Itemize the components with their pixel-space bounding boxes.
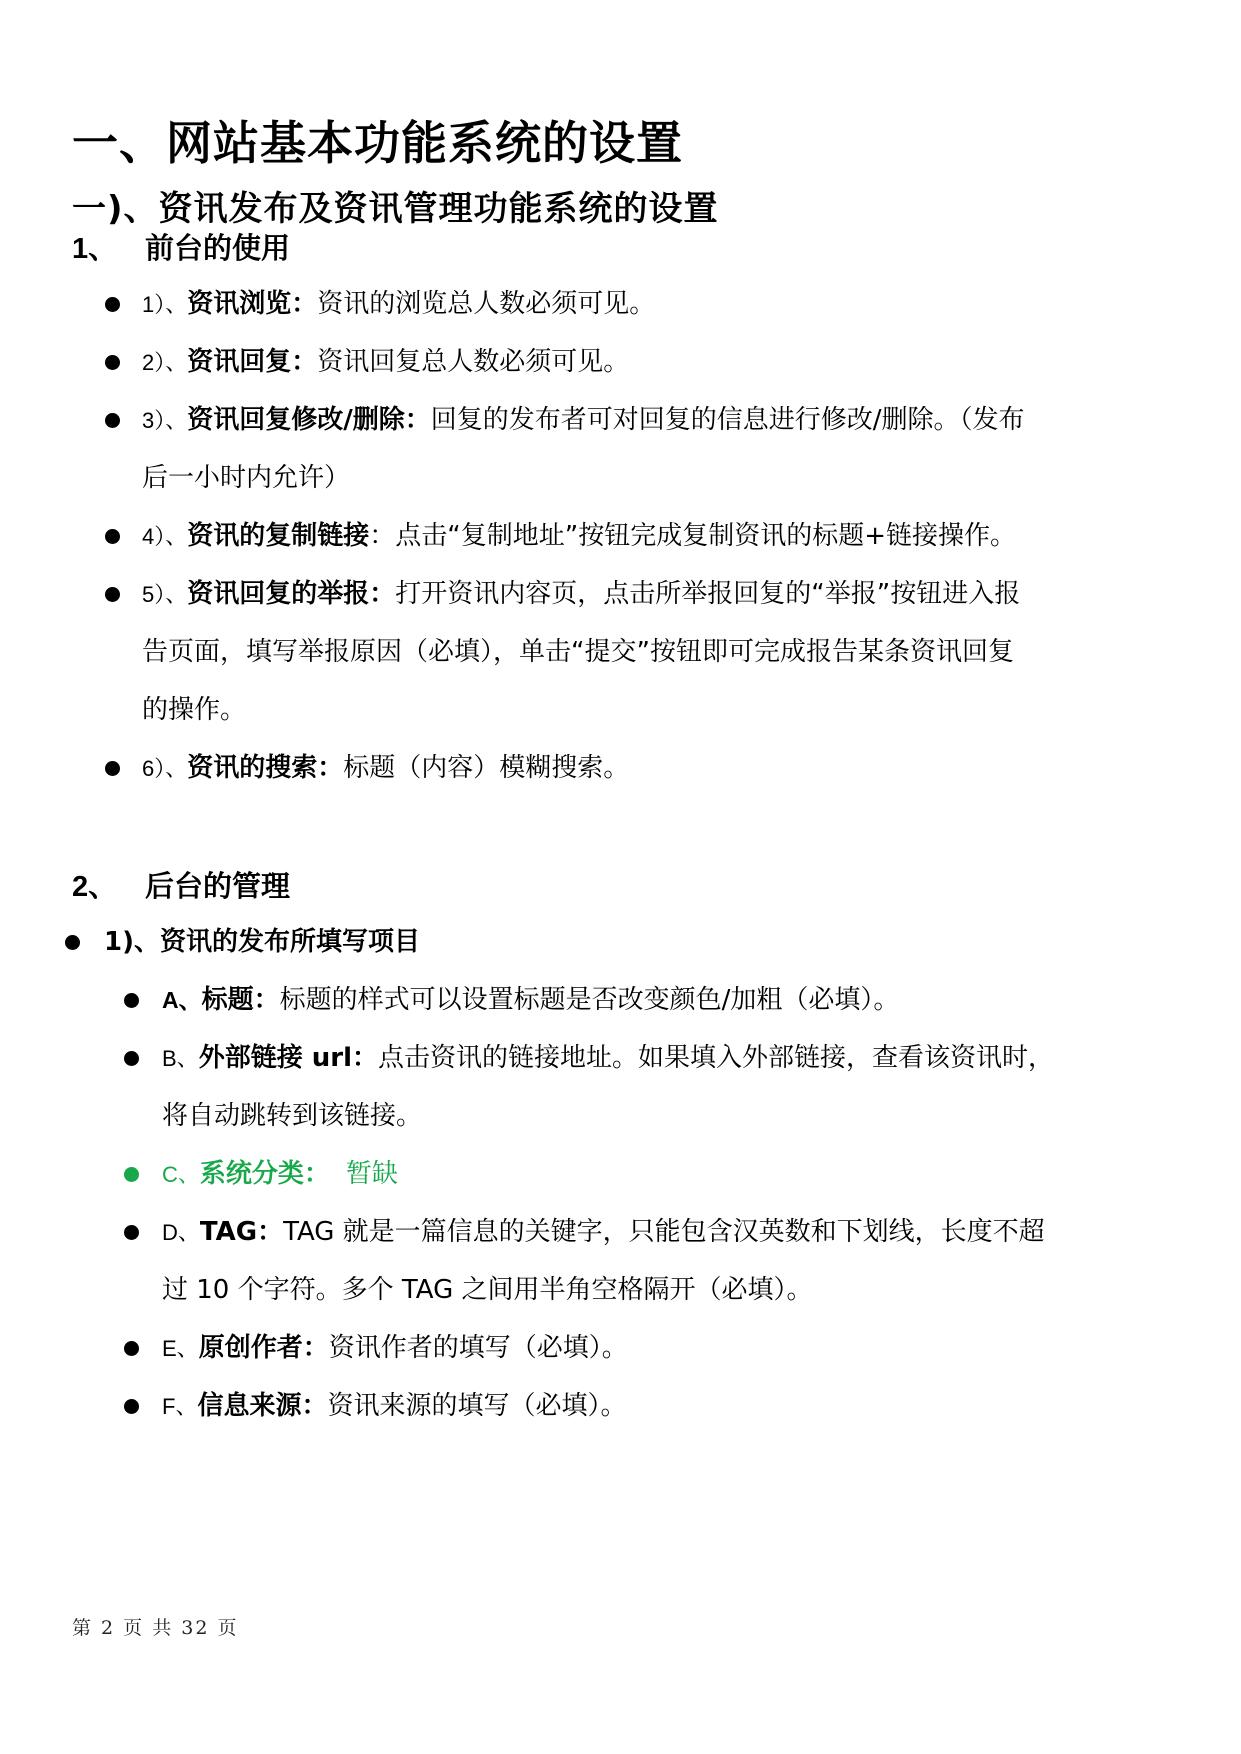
section-heading-backend (72, 866, 290, 907)
item-label: 资讯回复的举报： (187, 579, 396, 609)
bullet-icon (105, 355, 120, 370)
bullet-icon (105, 761, 120, 776)
subheading-publish-fields: 1)、资讯的发布所填写项目 (104, 927, 420, 957)
item-number: 4）、 (142, 524, 188, 549)
item-number: 1）、 (142, 292, 188, 317)
main-heading: 一、网站基本功能系统的设置 (72, 116, 683, 170)
bullet-icon (124, 993, 139, 1008)
item-label: TAG： (199, 1217, 284, 1247)
item-text-continued: 将自动跳转到该链接。 (162, 1101, 423, 1131)
item-text: 资讯来源的填写（必填）。 (327, 1391, 627, 1421)
item-text: 标题的样式可以设置标题是否改变颜色/加粗（必填）。 (279, 985, 900, 1015)
bullet-icon (105, 529, 120, 544)
item-label: 系统分类： (199, 1159, 330, 1189)
item-letter: C、 (162, 1162, 200, 1187)
section-number: 1、 (72, 233, 118, 265)
item-text-continued: 后一小时内允许） (142, 463, 351, 493)
section-title: 后台的管理 (145, 869, 291, 903)
item-label: 原创作者： (198, 1333, 329, 1363)
sub-heading: 一)、资讯发布及资讯管理功能系统的设置 (72, 189, 719, 229)
item-letter: F、 (162, 1394, 198, 1419)
item-number: 2）、 (142, 350, 188, 375)
item-letter: D、 (162, 1220, 200, 1245)
item-text: 资讯回复总人数必须可见。 (317, 347, 630, 377)
item-text: 资讯的浏览总人数必须可见。 (317, 289, 656, 319)
item-label: 资讯回复修改/删除： (187, 405, 431, 435)
item-letter: E、 (162, 1336, 199, 1361)
item-number: 3）、 (142, 408, 188, 433)
item-label: 标题： (201, 985, 280, 1015)
item-text: 回复的发布者可对回复的信息进行修改/删除。（发布 (430, 405, 1025, 435)
item-number: 5）、 (142, 582, 188, 607)
item-text: 资讯作者的填写（必填）。 (328, 1333, 628, 1363)
item-text: 标题（内容）模糊搜索。 (343, 753, 630, 783)
item-label: 信息来源： (197, 1391, 328, 1421)
item-text: 点击资讯的链接地址。如果填入外部链接，查看该资讯时， (377, 1043, 1054, 1073)
item-text: TAG 就是一篇信息的关键字，只能包含汉英数和下划线，长度不超 (283, 1217, 1045, 1247)
item-label: 外部链接 url： (198, 1043, 378, 1073)
bullet-icon (124, 1051, 139, 1066)
bullet-icon (124, 1341, 139, 1356)
bullet-icon (105, 413, 120, 428)
item-letter: B、 (162, 1046, 199, 1071)
item-label: 资讯浏览： (187, 289, 318, 319)
bullet-icon (105, 297, 120, 312)
section-heading-frontend (72, 228, 290, 269)
item-text-continued: 告页面，填写举报原因（必填），单击“提交”按钮即可完成报告某条资讯回复 (142, 637, 1014, 667)
bullet-icon (124, 1167, 139, 1182)
item-text: ：点击“复制地址”按钮完成复制资讯的标题+链接操作。 (369, 521, 1016, 551)
item-text-continued: 的操作。 (142, 695, 247, 725)
item-number: 6）、 (142, 756, 188, 781)
bullet-icon (65, 935, 80, 950)
item-text: 打开资讯内容页，点击所举报回复的“举报”按钮进入报 (395, 579, 1021, 609)
item-letter: A、 (162, 987, 202, 1013)
item-text-continued: 过 10 个字符。多个 TAG 之间用半角空格隔开（必填）。 (162, 1275, 813, 1305)
bullet-icon (124, 1225, 139, 1240)
section-title: 前台的使用 (145, 231, 291, 265)
item-text: 暂缺 (345, 1159, 398, 1189)
page-footer: 第 2 页 共 32 页 (72, 1617, 239, 1639)
bullet-icon (105, 587, 120, 602)
bullet-icon (124, 1399, 139, 1414)
item-label: 资讯的复制链接 (187, 521, 370, 551)
section-number: 2、 (72, 871, 118, 903)
item-label: 资讯的搜索： (187, 753, 344, 783)
item-label: 资讯回复： (187, 347, 318, 377)
